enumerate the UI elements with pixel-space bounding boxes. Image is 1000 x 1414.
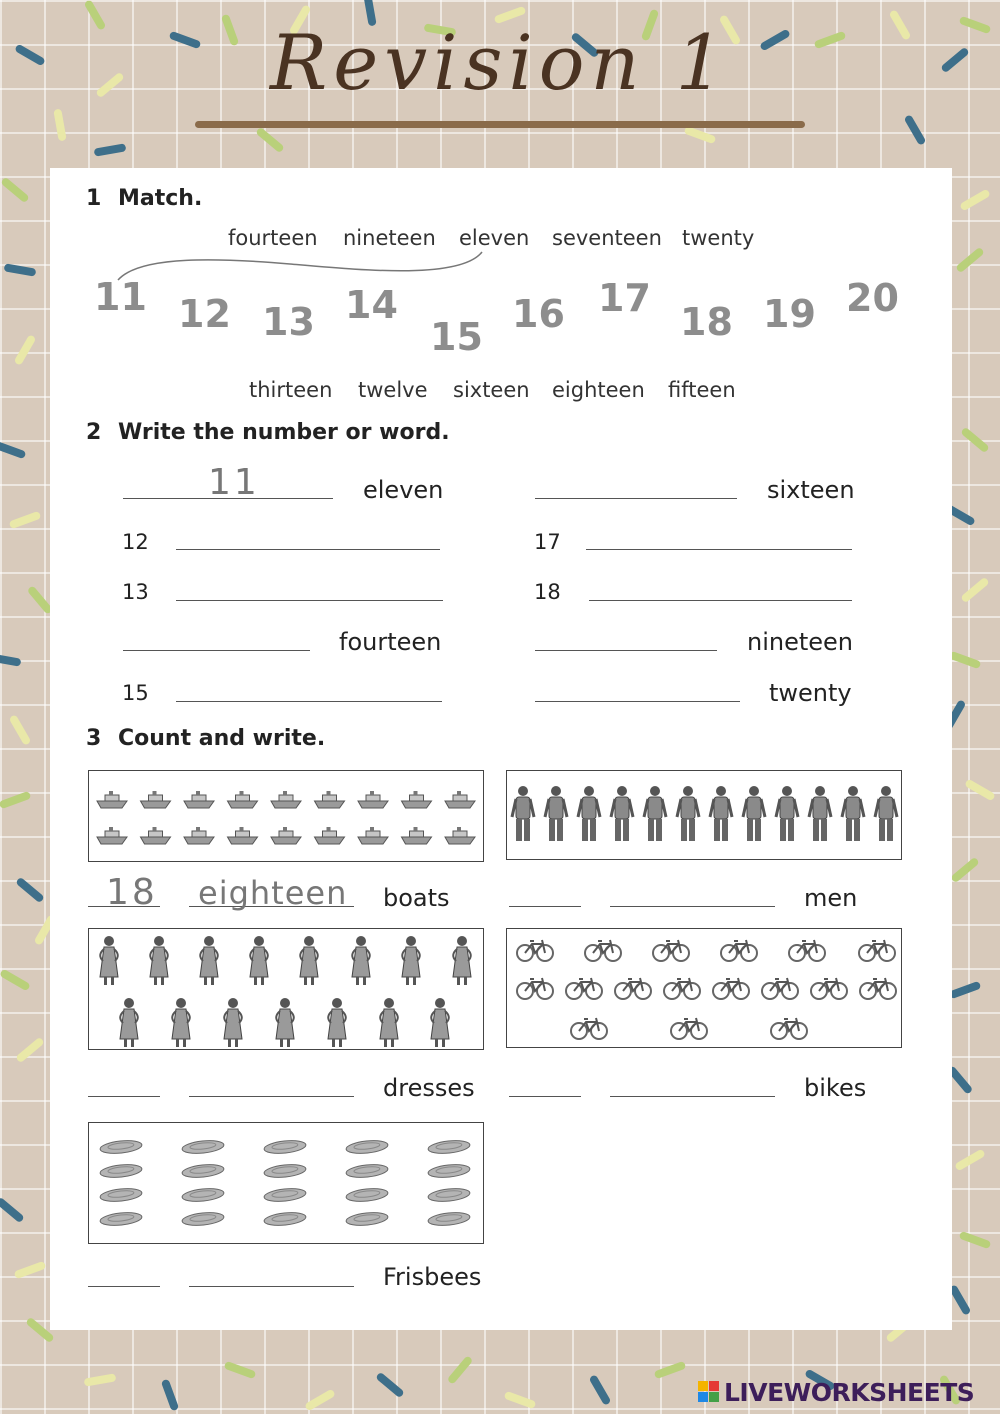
answer-line[interactable] bbox=[176, 600, 443, 601]
match-number[interactable]: 19 bbox=[763, 292, 816, 336]
section-3-heading bbox=[86, 726, 325, 751]
answer-line[interactable] bbox=[589, 600, 852, 601]
section-1-number: 1 bbox=[86, 186, 102, 211]
match-number[interactable]: 18 bbox=[680, 300, 733, 344]
item-label: Frisbees bbox=[383, 1263, 482, 1291]
match-number[interactable]: 14 bbox=[345, 283, 398, 327]
count-word-answer: eighteen bbox=[198, 874, 348, 912]
match-bottom-word[interactable]: fifteen bbox=[668, 378, 736, 402]
count-word-line[interactable] bbox=[189, 1096, 354, 1097]
match-number[interactable]: 20 bbox=[846, 276, 899, 320]
answer-line[interactable] bbox=[123, 650, 310, 651]
answer-line[interactable] bbox=[176, 701, 442, 702]
number-label: 17 bbox=[534, 530, 561, 554]
answer-line[interactable] bbox=[535, 650, 717, 651]
section-3-title: Count and write. bbox=[118, 726, 326, 751]
title-underline bbox=[195, 121, 805, 128]
match-bottom-word[interactable]: sixteen bbox=[453, 378, 530, 402]
liveworksheets-logo-icon bbox=[698, 1381, 720, 1403]
match-top-word[interactable]: twenty bbox=[682, 226, 755, 250]
brand-name: LIVEWORKSHEETS bbox=[724, 1378, 975, 1407]
count-number-line[interactable] bbox=[509, 1096, 581, 1097]
number-word: fourteen bbox=[339, 628, 442, 656]
section-2-title: Write the number or word. bbox=[118, 420, 450, 445]
number-label: 18 bbox=[534, 580, 561, 604]
match-top-word[interactable]: nineteen bbox=[343, 226, 436, 250]
page-title: Revision 1 bbox=[270, 18, 730, 107]
match-number[interactable]: 17 bbox=[598, 276, 651, 320]
section-1-title: Match. bbox=[118, 186, 203, 211]
item-label: bikes bbox=[804, 1074, 867, 1102]
count-number-line[interactable] bbox=[88, 1286, 160, 1287]
section-2-number: 2 bbox=[86, 420, 102, 445]
answer-line[interactable] bbox=[535, 701, 740, 702]
number-label: 13 bbox=[122, 580, 149, 604]
answer-line[interactable] bbox=[586, 549, 852, 550]
match-top-word[interactable]: eleven bbox=[459, 226, 530, 250]
number-word: sixteen bbox=[767, 476, 855, 504]
item-label: dresses bbox=[383, 1074, 475, 1102]
match-number[interactable]: 15 bbox=[430, 315, 483, 359]
men-picture-box bbox=[506, 770, 902, 860]
number-word: twenty bbox=[769, 679, 852, 707]
match-number[interactable]: 13 bbox=[262, 300, 315, 344]
match-number[interactable]: 11 bbox=[94, 275, 147, 319]
count-word-line[interactable] bbox=[610, 906, 775, 907]
answer-line[interactable] bbox=[176, 549, 440, 550]
answer-number: 11 bbox=[208, 462, 260, 503]
number-word: eleven bbox=[363, 476, 444, 504]
number-label: 15 bbox=[122, 681, 149, 705]
item-label: boats bbox=[383, 884, 450, 912]
count-number-line[interactable] bbox=[88, 1096, 160, 1097]
match-number[interactable]: 12 bbox=[178, 292, 231, 336]
section-2-heading bbox=[86, 420, 450, 445]
match-top-word[interactable]: seventeen bbox=[552, 226, 662, 250]
section-1-heading bbox=[86, 186, 202, 211]
boats-picture-box bbox=[88, 770, 484, 862]
match-bottom-word[interactable]: eighteen bbox=[552, 378, 645, 402]
count-number-answer: 18 bbox=[106, 872, 158, 913]
match-bottom-word[interactable]: twelve bbox=[358, 378, 428, 402]
frisbees-picture-box bbox=[88, 1122, 484, 1244]
answer-line[interactable] bbox=[535, 498, 737, 499]
count-number-line[interactable] bbox=[509, 906, 581, 907]
match-connector-line bbox=[100, 240, 500, 300]
number-label: 12 bbox=[122, 530, 149, 554]
bikes-picture-box bbox=[506, 928, 902, 1048]
match-top-word[interactable]: fourteen bbox=[228, 226, 318, 250]
section-3-number: 3 bbox=[86, 726, 102, 751]
match-number[interactable]: 16 bbox=[512, 292, 565, 336]
item-label: men bbox=[804, 884, 858, 912]
count-word-line[interactable] bbox=[189, 1286, 354, 1287]
match-bottom-word[interactable]: thirteen bbox=[249, 378, 333, 402]
dresses-picture-box bbox=[88, 928, 484, 1050]
number-word: nineteen bbox=[747, 628, 854, 656]
count-word-line[interactable] bbox=[610, 1096, 775, 1097]
